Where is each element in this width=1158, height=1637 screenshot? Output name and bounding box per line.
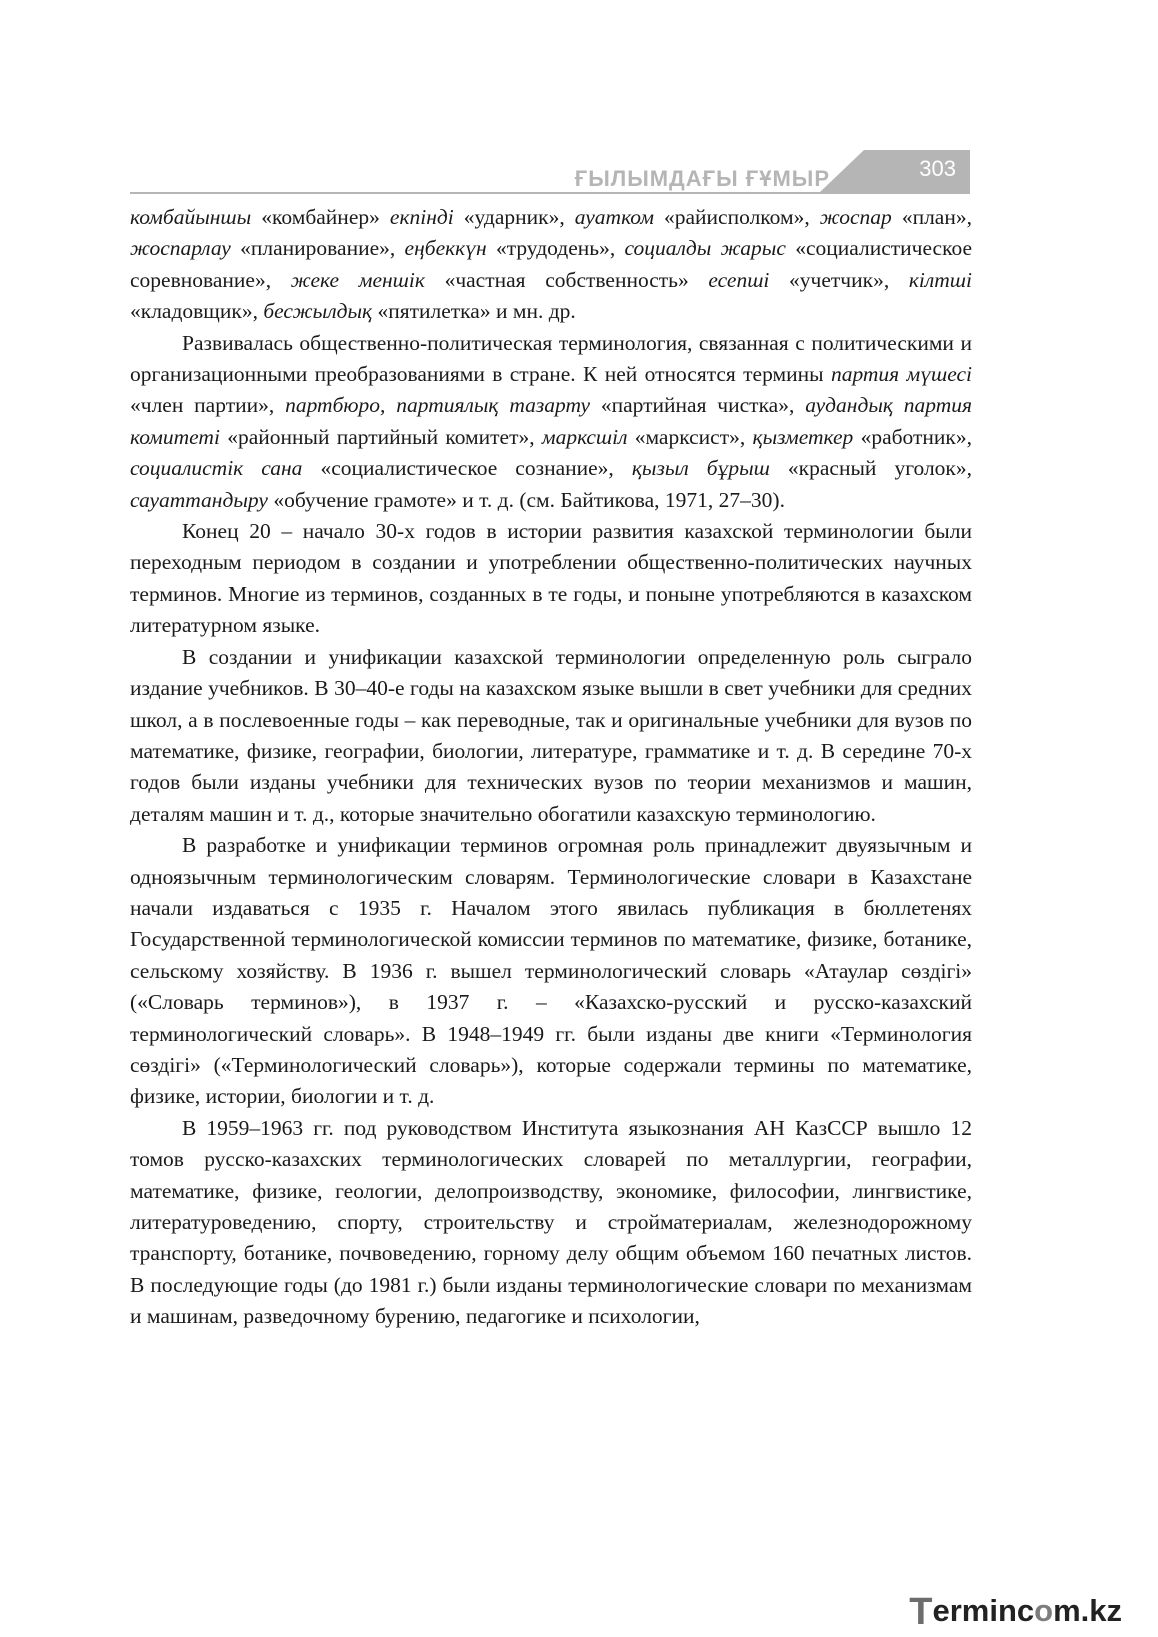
kazakh-term: аудандық партия комитеті: [130, 393, 973, 449]
text-run: В разработке и унификации терминов огромная роль принадлежит двуязычным и одноязычным терминологическим словарям. Терминологические словари в Казахстане начали издаваться с 1935 г. Началом этого явилась публикация в бюллетенях Государственной терминологической комиссии терминов по математике, физике, ботанике, сельскому хозяйству. В 1936 г. вышел терминологический словарь «Атаулар сөздігі» («Словарь терминов»), в 1937 г. – «Казахско-русский и русско-казахский терминологический словарь». В 1948–1949 гг. были изданы две книги «Терминология сөздігі» («Терминологический словарь»), которые содержали термины по математике, физике, истории, биологии и т. д.: [130, 833, 972, 1109]
text-run: «частная собственность»: [424, 267, 709, 292]
kazakh-term: марксшіл: [541, 424, 628, 449]
kazakh-term: қызыл бұрыш: [631, 456, 770, 481]
text-run: В 1959–1963 гг. под руководством Института языкознания АН КазССР вышло 12 томов русско-казахских терминологических словарей по металлургии, географии, математике, физике, геологии, делопроизводству, экономике, философии, лингвистике, литературоведению, спорту, строительству и стройматериалам, железнодорожному транспорту, ботанике, почвоведению, горному делу общим объемом 160 печатных листов. В последующие годы (до 1981 г.) были изданы терминологические словари по механизмам и машинам, разведочному бурению, педагогике и психологии,: [130, 1115, 972, 1329]
text-run: «марксист»,: [627, 424, 753, 449]
text-run: «трудодень»,: [486, 236, 625, 261]
paragraph: [130, 202, 972, 328]
text-run: «красный уголок»,: [769, 456, 972, 481]
kazakh-term: партбюро, партиялық тазарту: [285, 393, 591, 418]
paragraph: [130, 328, 972, 516]
kazakh-term: екпінді: [389, 205, 454, 229]
running-header: [130, 150, 970, 194]
kazakh-term: сауаттандыру: [130, 487, 268, 512]
paragraph: [130, 642, 972, 830]
text-run: «пятилетка» и мн. др.: [372, 299, 576, 324]
kazakh-term: жоспар: [819, 205, 892, 229]
text-run: «кладовщик»,: [130, 299, 264, 324]
page-number: 303: [919, 156, 956, 181]
text-run: «районный партийный комитет»,: [219, 424, 542, 449]
text-run: «комбайнер»: [251, 205, 390, 229]
kazakh-term: жоспарлау: [130, 236, 231, 261]
body-text: [130, 202, 972, 1333]
text-run: «план»,: [891, 205, 972, 229]
text-run: «учетчик»,: [769, 267, 909, 292]
paragraph: [130, 830, 972, 1113]
kazakh-term: жеке меншік: [290, 267, 425, 292]
text-run: Конец 20 – начало 30-х годов в истории развития казахской терминологии были переходным периодом в создании и употреблении общественно-политических научных терминов. Многие из терминов, созданных в те годы, и поныне употребляются в казахском литературном языке.: [130, 519, 972, 638]
kazakh-term: комбайыншы: [130, 205, 252, 229]
kazakh-term: партия мүшесі: [830, 362, 973, 387]
kazakh-term: қызметкер: [752, 424, 854, 449]
text-run: «планирование»,: [230, 236, 405, 261]
text-run: В создании и унификации казахской терминологии определенную роль сыграло издание учебников. В 30–40-е годы на казахском языке вышли в свет учебники для средних школ, а в послевоенные годы – как переводные, так и оригинальные учебники для вузов по математике, физике, географии, биологии, литературе, грамматике и т. д. В середине 70-х годов были изданы учебники для технических вузов по теории механизмов и машин, деталям машин и т. д., которые значительно обогатили казахскую терминологию.: [130, 644, 972, 826]
header-rule: [130, 192, 970, 194]
header-title: ҒЫЛЫМДАҒЫ ҒҰМЫР: [574, 166, 830, 191]
kazakh-term: социалистік сана: [130, 456, 303, 481]
text-run: «социалистическое сознание»,: [302, 456, 632, 481]
text-run: «социалистическое соревнование»,: [130, 236, 972, 292]
text-run: «райисполком»,: [653, 205, 820, 229]
watermark-logo: [909, 1588, 1122, 1631]
watermark-text-b: m.kz: [1053, 1593, 1122, 1628]
watermark-t: T: [909, 1591, 933, 1633]
kazakh-term: есепші: [708, 267, 770, 292]
kazakh-term: социалды жарыс: [624, 236, 786, 261]
paragraph: [130, 516, 972, 642]
text-run: «обучение грамоте» и т. д. (см. Байтикова, 1971, 27–30).: [267, 487, 785, 512]
text-run: «работник»,: [853, 424, 972, 449]
text-run: «член партии»,: [130, 393, 286, 418]
kazakh-term: кілтші: [908, 267, 972, 292]
text-run: «ударник»,: [453, 205, 575, 229]
kazakh-term: бесжылдық: [263, 299, 373, 324]
watermark-o: o: [1034, 1593, 1054, 1628]
kazakh-term: еңбеккүн: [404, 236, 487, 261]
text-run: «партийная чистка»,: [590, 393, 806, 418]
paragraph: [130, 1113, 972, 1333]
kazakh-term: ауатком: [574, 205, 654, 229]
text-run: Развивалась общественно-политическая терминология, связанная с политическими и организационными преобразованиями в стране. К ней относятся термины: [130, 330, 972, 387]
watermark-text-a: erminc: [932, 1593, 1035, 1628]
